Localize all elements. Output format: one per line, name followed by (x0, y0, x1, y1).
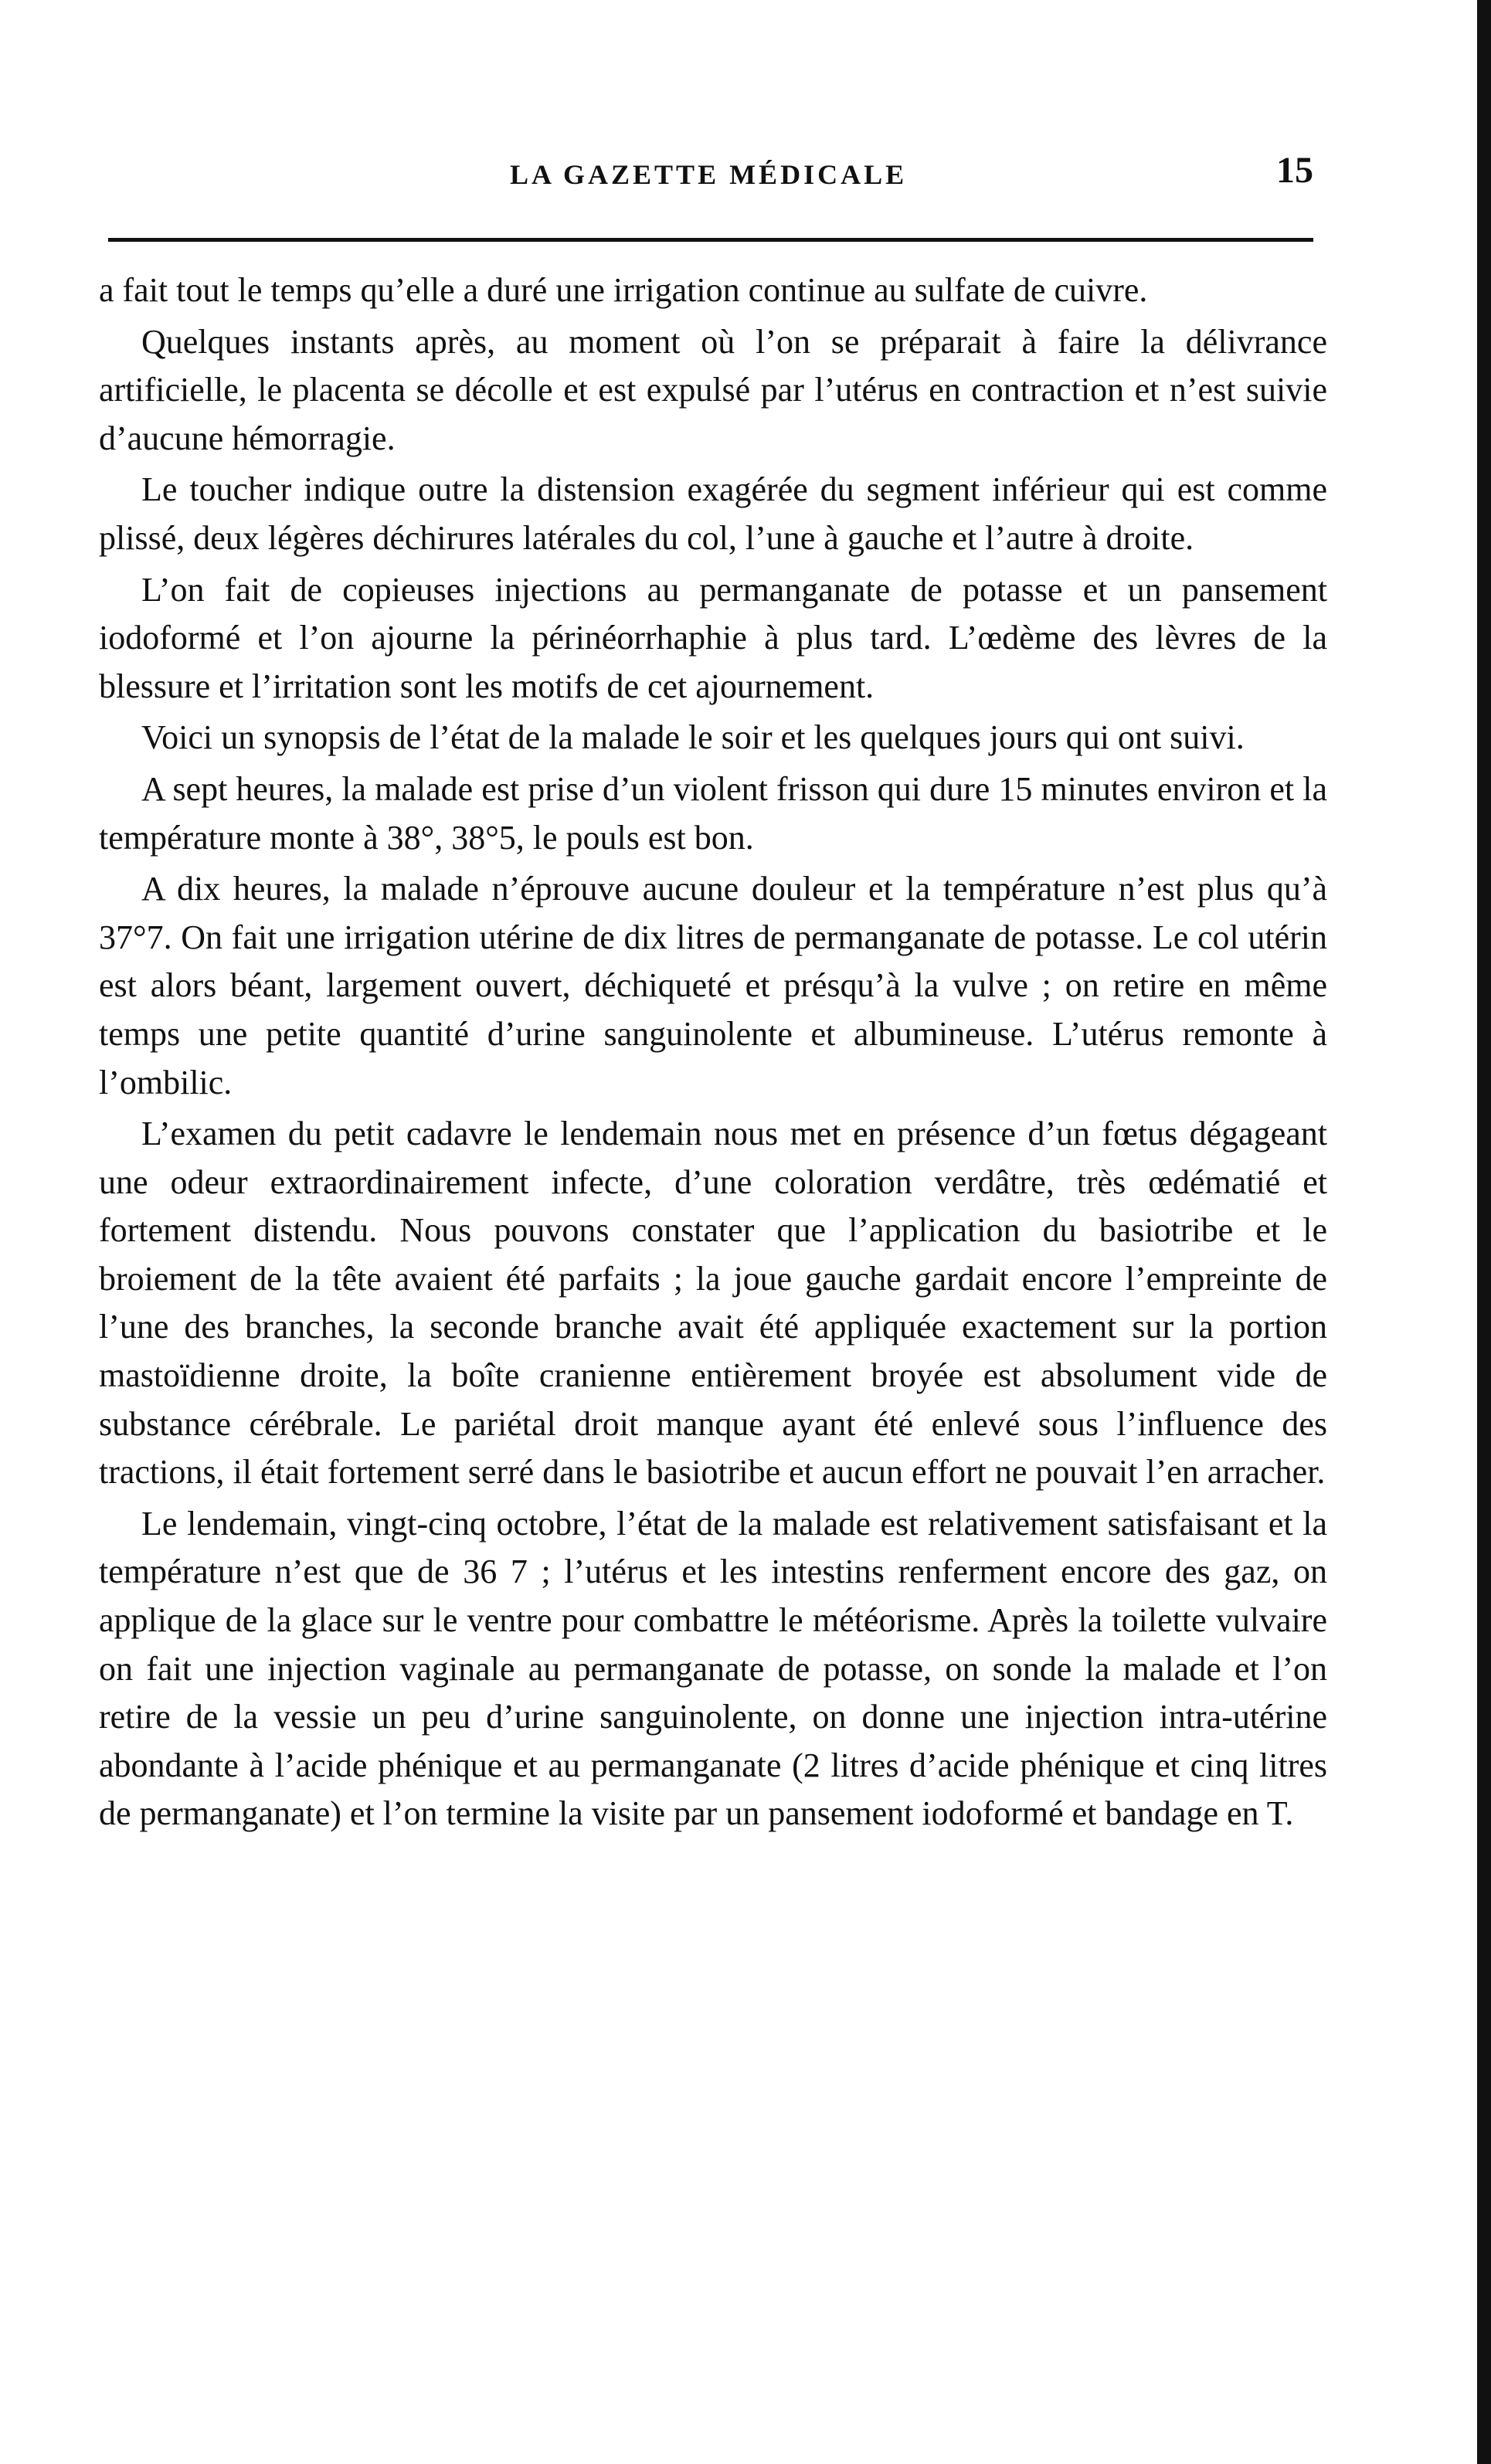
paragraph: L’examen du petit cadavre le lendemain nous met en présence d’un fœtus dégageant une odeur extraordinairement infecte, d’une coloration verdâtre, très œdématié et fortement distendu. Nous pouvons constater que l’application du basiotribe et le broiement de la tête avaient été parfaits ; la joue gauche gardait encore l’empreinte de l’une des branches, la seconde branche avait été appliquée exactement sur la portion mastoïdienne droite, la boîte cranienne entièrement broyée est absolument vide de substance cérébrale. Le pariétal droit manque ayant été enlevé sous l’influence des tractions, il était fortement serré dans le basiotribe et aucun effort ne pouvait l’en arracher. (99, 1115, 1327, 1492)
header-rule (108, 238, 1313, 242)
running-title: LA GAZETTE MÉDICALE (510, 159, 908, 190)
page-header (100, 135, 1313, 205)
paragraph: A sept heures, la malade est prise d’un violent frisson qui dure 15 minutes environ et la température monte à 38°, 38°5, le pouls est bon. (99, 769, 1327, 857)
paragraph: Quelques instants après, au moment où l’on se préparait à faire la délivrance artificielle, le placenta se décolle et est expulsé par l’utérus en contraction et n’est suivie d’aucune hémorragie. (99, 322, 1327, 457)
paragraph: Voici un synopsis de l’état de la malade le soir et les quelques jours qui ont suivi. (141, 718, 1245, 757)
page-number: 15 (1276, 150, 1313, 191)
paragraph: a fait tout le temps qu’elle a duré une irrigation continue au sulfate de cuivre. (99, 271, 1148, 309)
paragraph: Le toucher indique outre la distension exagérée du segment inférieur qui est comme plissé, deux légères déchirures latérales du col, l’une à gauche et l’autre à droite. (99, 470, 1327, 557)
paragraph: Le lendemain, vingt-cinq octobre, l’état de la malade est relativement satisfaisant et la température n’est que de 36 7 ; l’utérus et les intestins renferment encore des gaz, on applique de la glace sur le ventre pour combattre le météorisme. Après la toilette vulvaire on fait une injection vaginale au permanganate de potasse, on sonde la malade et l’on retire de la vessie un peu d’urine sanguinolente, on donne une injection intra-utérine abondante à l’acide phénique et au permanganate (2 litres d’acide phénique et cinq litres de permanganate) et l’on termine la visite par un pansement iodoformé et bandage en T. (99, 1504, 1327, 1833)
body-text (99, 266, 1327, 1841)
paragraph: L’on fait de copieuses injections au permanganate de potasse et un pansement iodoformé et l’on ajourne la périnéorrhaphie à plus tard. L’œdème des lèvres de la blessure et l’irritation sont les motifs de cet ajournement. (99, 570, 1327, 705)
paragraph: A dix heures, la malade n’éprouve aucune douleur et la température n’est plus qu’à 37°7. On fait une irrigation utérine de dix litres de permanganate de potasse. Le col utérin est alors béant, largement ouvert, déchiqueté et présqu’à la vulve ; on retire en même temps une petite quantité d’urine sanguinolente et albumineuse. L’utérus remonte à l’ombilic. (99, 870, 1327, 1101)
page-edge-shadow (1477, 0, 1491, 2464)
